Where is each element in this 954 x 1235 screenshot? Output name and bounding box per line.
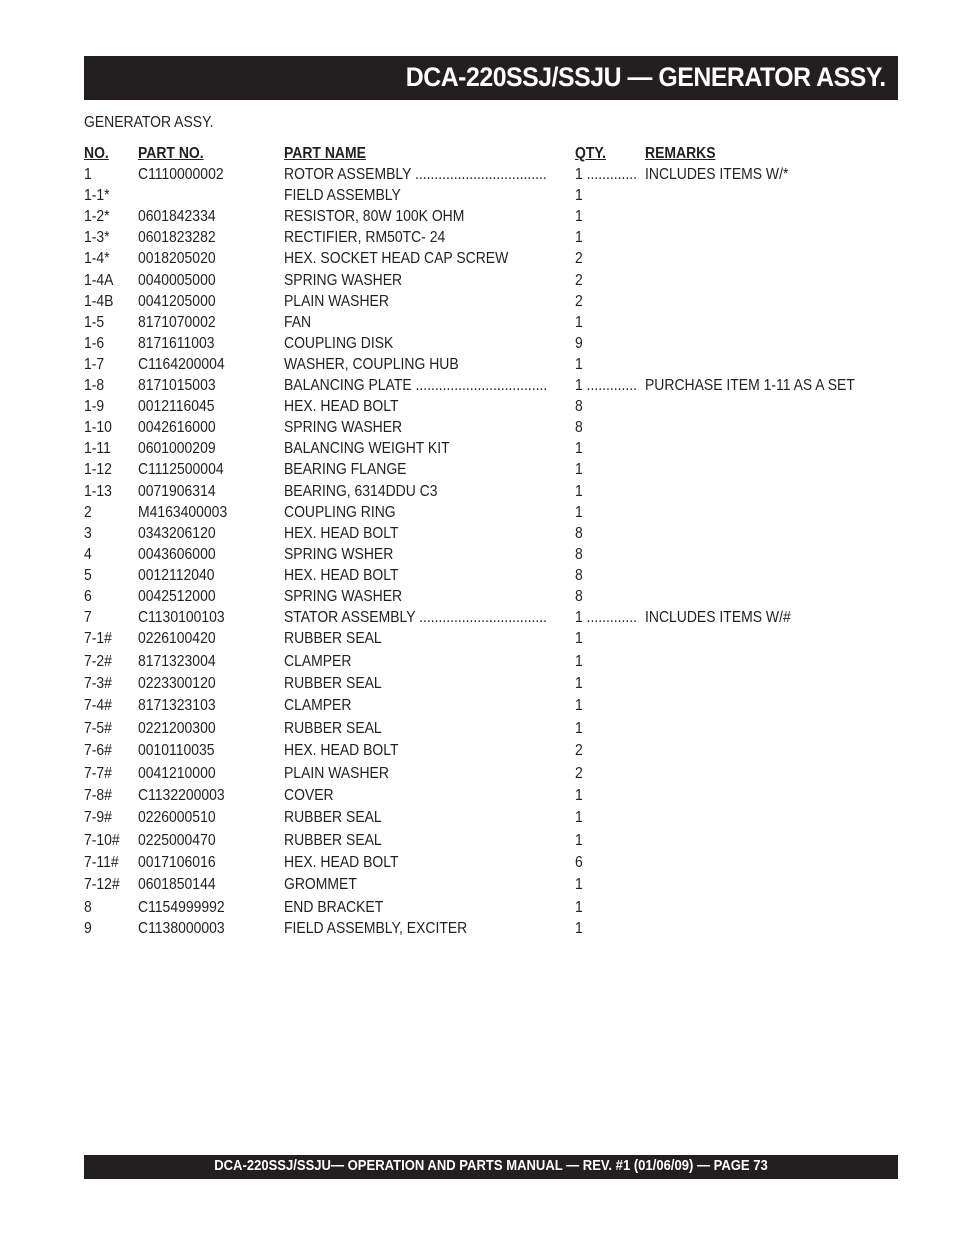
part-number: C1138000003 [138, 919, 225, 937]
part-name: RECTIFIER, RM50TC- 24 [284, 229, 446, 247]
part-qty: 1 [575, 719, 583, 737]
part-number-index: 8 [84, 898, 92, 916]
part-number-index: 1-4B [84, 292, 114, 310]
part-qty: 1 [575, 482, 583, 500]
table-row [84, 651, 898, 673]
column-header-qty: QTY. [575, 145, 607, 162]
table-row [84, 502, 898, 523]
part-number-index: 3 [84, 524, 92, 542]
part-number: 8171015003 [138, 377, 216, 395]
part-qty: 2 [575, 292, 583, 310]
part-number: C1132200003 [138, 786, 225, 804]
part-qty: 2 [575, 271, 583, 289]
part-name: COUPLING RING [284, 503, 396, 521]
part-number: 0012112040 [138, 566, 215, 584]
part-qty: 1 [575, 440, 583, 458]
part-qty: 1 ............. [575, 609, 638, 627]
part-qty: 1 ............. [575, 166, 638, 184]
table-row [84, 227, 898, 248]
part-number-index: 1-2* [84, 208, 110, 226]
part-qty: 1 [575, 630, 583, 648]
part-number: C1154999992 [138, 898, 225, 916]
part-qty: 2 [575, 764, 583, 782]
part-qty: 1 [575, 831, 583, 849]
part-number-index: 1 [84, 166, 92, 184]
part-name: RUBBER SEAL [284, 674, 382, 692]
part-qty: 8 [575, 545, 583, 563]
part-number: 8171323004 [138, 652, 216, 670]
part-number-index: 7-11# [84, 854, 119, 872]
part-number: 0601842334 [138, 208, 216, 226]
part-qty: 1 [575, 208, 583, 226]
part-qty: 1 [575, 786, 583, 804]
parts-list-body [84, 164, 898, 939]
table-row [84, 333, 898, 354]
part-number: 0017106016 [138, 854, 216, 872]
part-name: HEX. HEAD BOLT [284, 524, 399, 542]
table-row [84, 375, 898, 396]
part-name: RUBBER SEAL [284, 630, 382, 648]
table-row [84, 459, 898, 480]
part-number-index: 1-4* [84, 250, 110, 268]
part-number-index: 7-3# [84, 674, 112, 692]
part-name: FIELD ASSEMBLY, EXCITER [284, 919, 468, 937]
table-row [84, 785, 898, 807]
part-number-index: 7-6# [84, 742, 112, 760]
column-header-part-name: PART NAME [284, 145, 366, 162]
part-qty: 8 [575, 398, 583, 416]
table-row [84, 248, 898, 269]
table-row [84, 396, 898, 417]
table-row [84, 291, 898, 312]
table-row [84, 830, 898, 852]
part-number-index: 7-7# [84, 764, 112, 782]
part-qty: 1 [575, 809, 583, 827]
part-number-index: 7-8# [84, 786, 112, 804]
part-number: C1110000002 [138, 166, 224, 184]
title-bar [84, 56, 898, 100]
part-qty: 1 [575, 355, 583, 373]
part-qty: 2 [575, 250, 583, 268]
part-name: SPRING WSHER [284, 545, 394, 563]
part-number: 0601823282 [138, 229, 216, 247]
part-number: 0343206120 [138, 524, 216, 542]
part-number: 0601000209 [138, 440, 216, 458]
part-number-index: 1-9 [84, 398, 105, 416]
part-name: STATOR ASSEMBLY ................................. [284, 609, 548, 627]
part-number: 0010110035 [138, 742, 215, 760]
part-number-index: 1-4A [84, 271, 114, 289]
part-number-index: 1-5 [84, 313, 105, 331]
part-number-index: 1-7 [84, 355, 105, 373]
part-qty: 8 [575, 587, 583, 605]
part-qty: 1 [575, 652, 583, 670]
table-row [84, 270, 898, 291]
part-number-index: 9 [84, 919, 92, 937]
part-number-index: 7 [84, 609, 92, 627]
part-name: SPRING WASHER [284, 419, 403, 437]
parts-list-header [84, 143, 898, 164]
part-number: M4163400003 [138, 503, 228, 521]
part-number: C1112500004 [138, 461, 224, 479]
part-number: 0018205020 [138, 250, 216, 268]
table-row [84, 544, 898, 565]
part-name: COUPLING DISK [284, 334, 394, 352]
part-name: RESISTOR, 80W 100K OHM [284, 208, 465, 226]
part-name: HEX. HEAD BOLT [284, 398, 399, 416]
table-row [84, 523, 898, 544]
part-number: 0221200300 [138, 719, 216, 737]
column-header-part-no: PART NO. [138, 145, 204, 162]
part-name: HEX. SOCKET HEAD CAP SCREW [284, 250, 509, 268]
part-name: COVER [284, 786, 334, 804]
part-name: CLAMPER [284, 652, 352, 670]
table-row [84, 918, 898, 939]
part-qty: 1 [575, 697, 583, 715]
part-number-index: 1-6 [84, 334, 105, 352]
part-number: 0225000470 [138, 831, 216, 849]
table-row [84, 628, 898, 650]
part-number: 0040005000 [138, 271, 216, 289]
page-title: DCA-220SSJ/SSJU — GENERATOR ASSY. [406, 62, 886, 92]
table-row [84, 438, 898, 459]
table-row [84, 852, 898, 874]
part-name: HEX. HEAD BOLT [284, 566, 399, 584]
part-number: 0043606000 [138, 545, 216, 563]
part-number-index: 7-4# [84, 697, 112, 715]
part-remarks: INCLUDES ITEMS W/* [645, 166, 789, 184]
part-name: SPRING WASHER [284, 271, 403, 289]
part-qty: 9 [575, 334, 583, 352]
part-name: PLAIN WASHER [284, 764, 389, 782]
table-row [84, 206, 898, 227]
column-header-no: NO. [84, 145, 109, 162]
part-qty: 1 [575, 313, 583, 331]
part-number-index: 1-3* [84, 229, 110, 247]
part-number-index: 7-10# [84, 831, 120, 849]
part-number-index: 7-5# [84, 719, 112, 737]
table-row [84, 565, 898, 586]
part-name: BALANCING PLATE .................................. [284, 377, 548, 395]
part-qty: 1 [575, 461, 583, 479]
part-remarks: PURCHASE ITEM 1-11 AS A SET [645, 377, 855, 395]
part-number: 8171611003 [138, 334, 215, 352]
part-number-index: 7-12# [84, 876, 120, 894]
part-name: BALANCING WEIGHT KIT [284, 440, 450, 458]
table-row [84, 740, 898, 762]
part-number: 0071906314 [138, 482, 216, 500]
part-name: BEARING, 6314DDU C3 [284, 482, 438, 500]
part-number: 0226100420 [138, 630, 216, 648]
part-name: GROMMET [284, 876, 357, 894]
part-number: 8171323103 [138, 697, 216, 715]
part-number: C1130100103 [138, 609, 225, 627]
part-name: RUBBER SEAL [284, 831, 382, 849]
footer-text: DCA-220SSJ/SSJU— OPERATION AND PARTS MANUAL — REV. #1 (01/06/09) — PAGE 73 [214, 1158, 768, 1174]
part-number-index: 7-2# [84, 652, 112, 670]
table-row [84, 586, 898, 607]
part-qty: 1 [575, 919, 583, 937]
part-name: BEARING FLANGE [284, 461, 407, 479]
part-number: 0223300120 [138, 674, 216, 692]
part-name: FAN [284, 313, 312, 331]
table-row [84, 763, 898, 785]
part-number: 0042512000 [138, 587, 216, 605]
part-number-index: 1-10 [84, 419, 112, 437]
part-qty: 1 [575, 229, 583, 247]
part-name: HEX. HEAD BOLT [284, 742, 399, 760]
part-qty: 2 [575, 742, 583, 760]
table-row [84, 164, 898, 185]
part-qty: 1 [575, 674, 583, 692]
part-name: RUBBER SEAL [284, 719, 382, 737]
table-row [84, 874, 898, 896]
table-row [84, 185, 898, 206]
part-number-index: 6 [84, 587, 92, 605]
part-number: 0041210000 [138, 764, 216, 782]
part-number-index: 7-1# [84, 630, 112, 648]
part-qty: 1 [575, 187, 583, 205]
part-number: 8171070002 [138, 313, 216, 331]
part-number: 0042616000 [138, 419, 216, 437]
part-name: WASHER, COUPLING HUB [284, 355, 459, 373]
part-qty: 1 [575, 898, 583, 916]
column-header-remarks: REMARKS [645, 145, 716, 162]
part-remarks: INCLUDES ITEMS W/# [645, 609, 791, 627]
table-row [84, 607, 898, 628]
table-row [84, 354, 898, 375]
part-qty: 8 [575, 419, 583, 437]
table-row [84, 481, 898, 502]
part-name: SPRING WASHER [284, 587, 403, 605]
part-number: 0012116045 [138, 398, 215, 416]
table-row [84, 897, 898, 918]
part-qty: 8 [575, 566, 583, 584]
part-number-index: 1-11 [84, 440, 111, 458]
part-name: ROTOR ASSEMBLY .................................. [284, 166, 547, 184]
part-number: 0226000510 [138, 809, 216, 827]
part-qty: 8 [575, 524, 583, 542]
table-row [84, 695, 898, 717]
part-number: 0601850144 [138, 876, 216, 894]
table-row [84, 312, 898, 333]
part-number-index: 4 [84, 545, 92, 563]
part-qty: 1 [575, 503, 583, 521]
part-qty: 1 [575, 876, 583, 894]
part-number-index: 1-12 [84, 461, 112, 479]
part-number: 0041205000 [138, 292, 216, 310]
part-number-index: 2 [84, 503, 92, 521]
table-row [84, 718, 898, 740]
part-number: C1164200004 [138, 355, 225, 373]
part-qty: 6 [575, 854, 583, 872]
part-name: HEX. HEAD BOLT [284, 854, 399, 872]
parts-list [84, 143, 898, 939]
part-number-index: 1-13 [84, 482, 112, 500]
part-number-index: 7-9# [84, 809, 112, 827]
part-number-index: 5 [84, 566, 92, 584]
table-row [84, 417, 898, 438]
footer-bar [84, 1155, 898, 1179]
part-number-index: 1-1* [84, 187, 110, 205]
section-label: GENERATOR ASSY. [84, 114, 214, 131]
part-name: RUBBER SEAL [284, 809, 382, 827]
part-name: FIELD ASSEMBLY [284, 187, 401, 205]
table-row [84, 673, 898, 695]
part-number-index: 1-8 [84, 377, 105, 395]
part-name: PLAIN WASHER [284, 292, 389, 310]
part-name: END BRACKET [284, 898, 384, 916]
part-name: CLAMPER [284, 697, 352, 715]
table-row [84, 807, 898, 829]
part-qty: 1 ............. [575, 377, 638, 395]
